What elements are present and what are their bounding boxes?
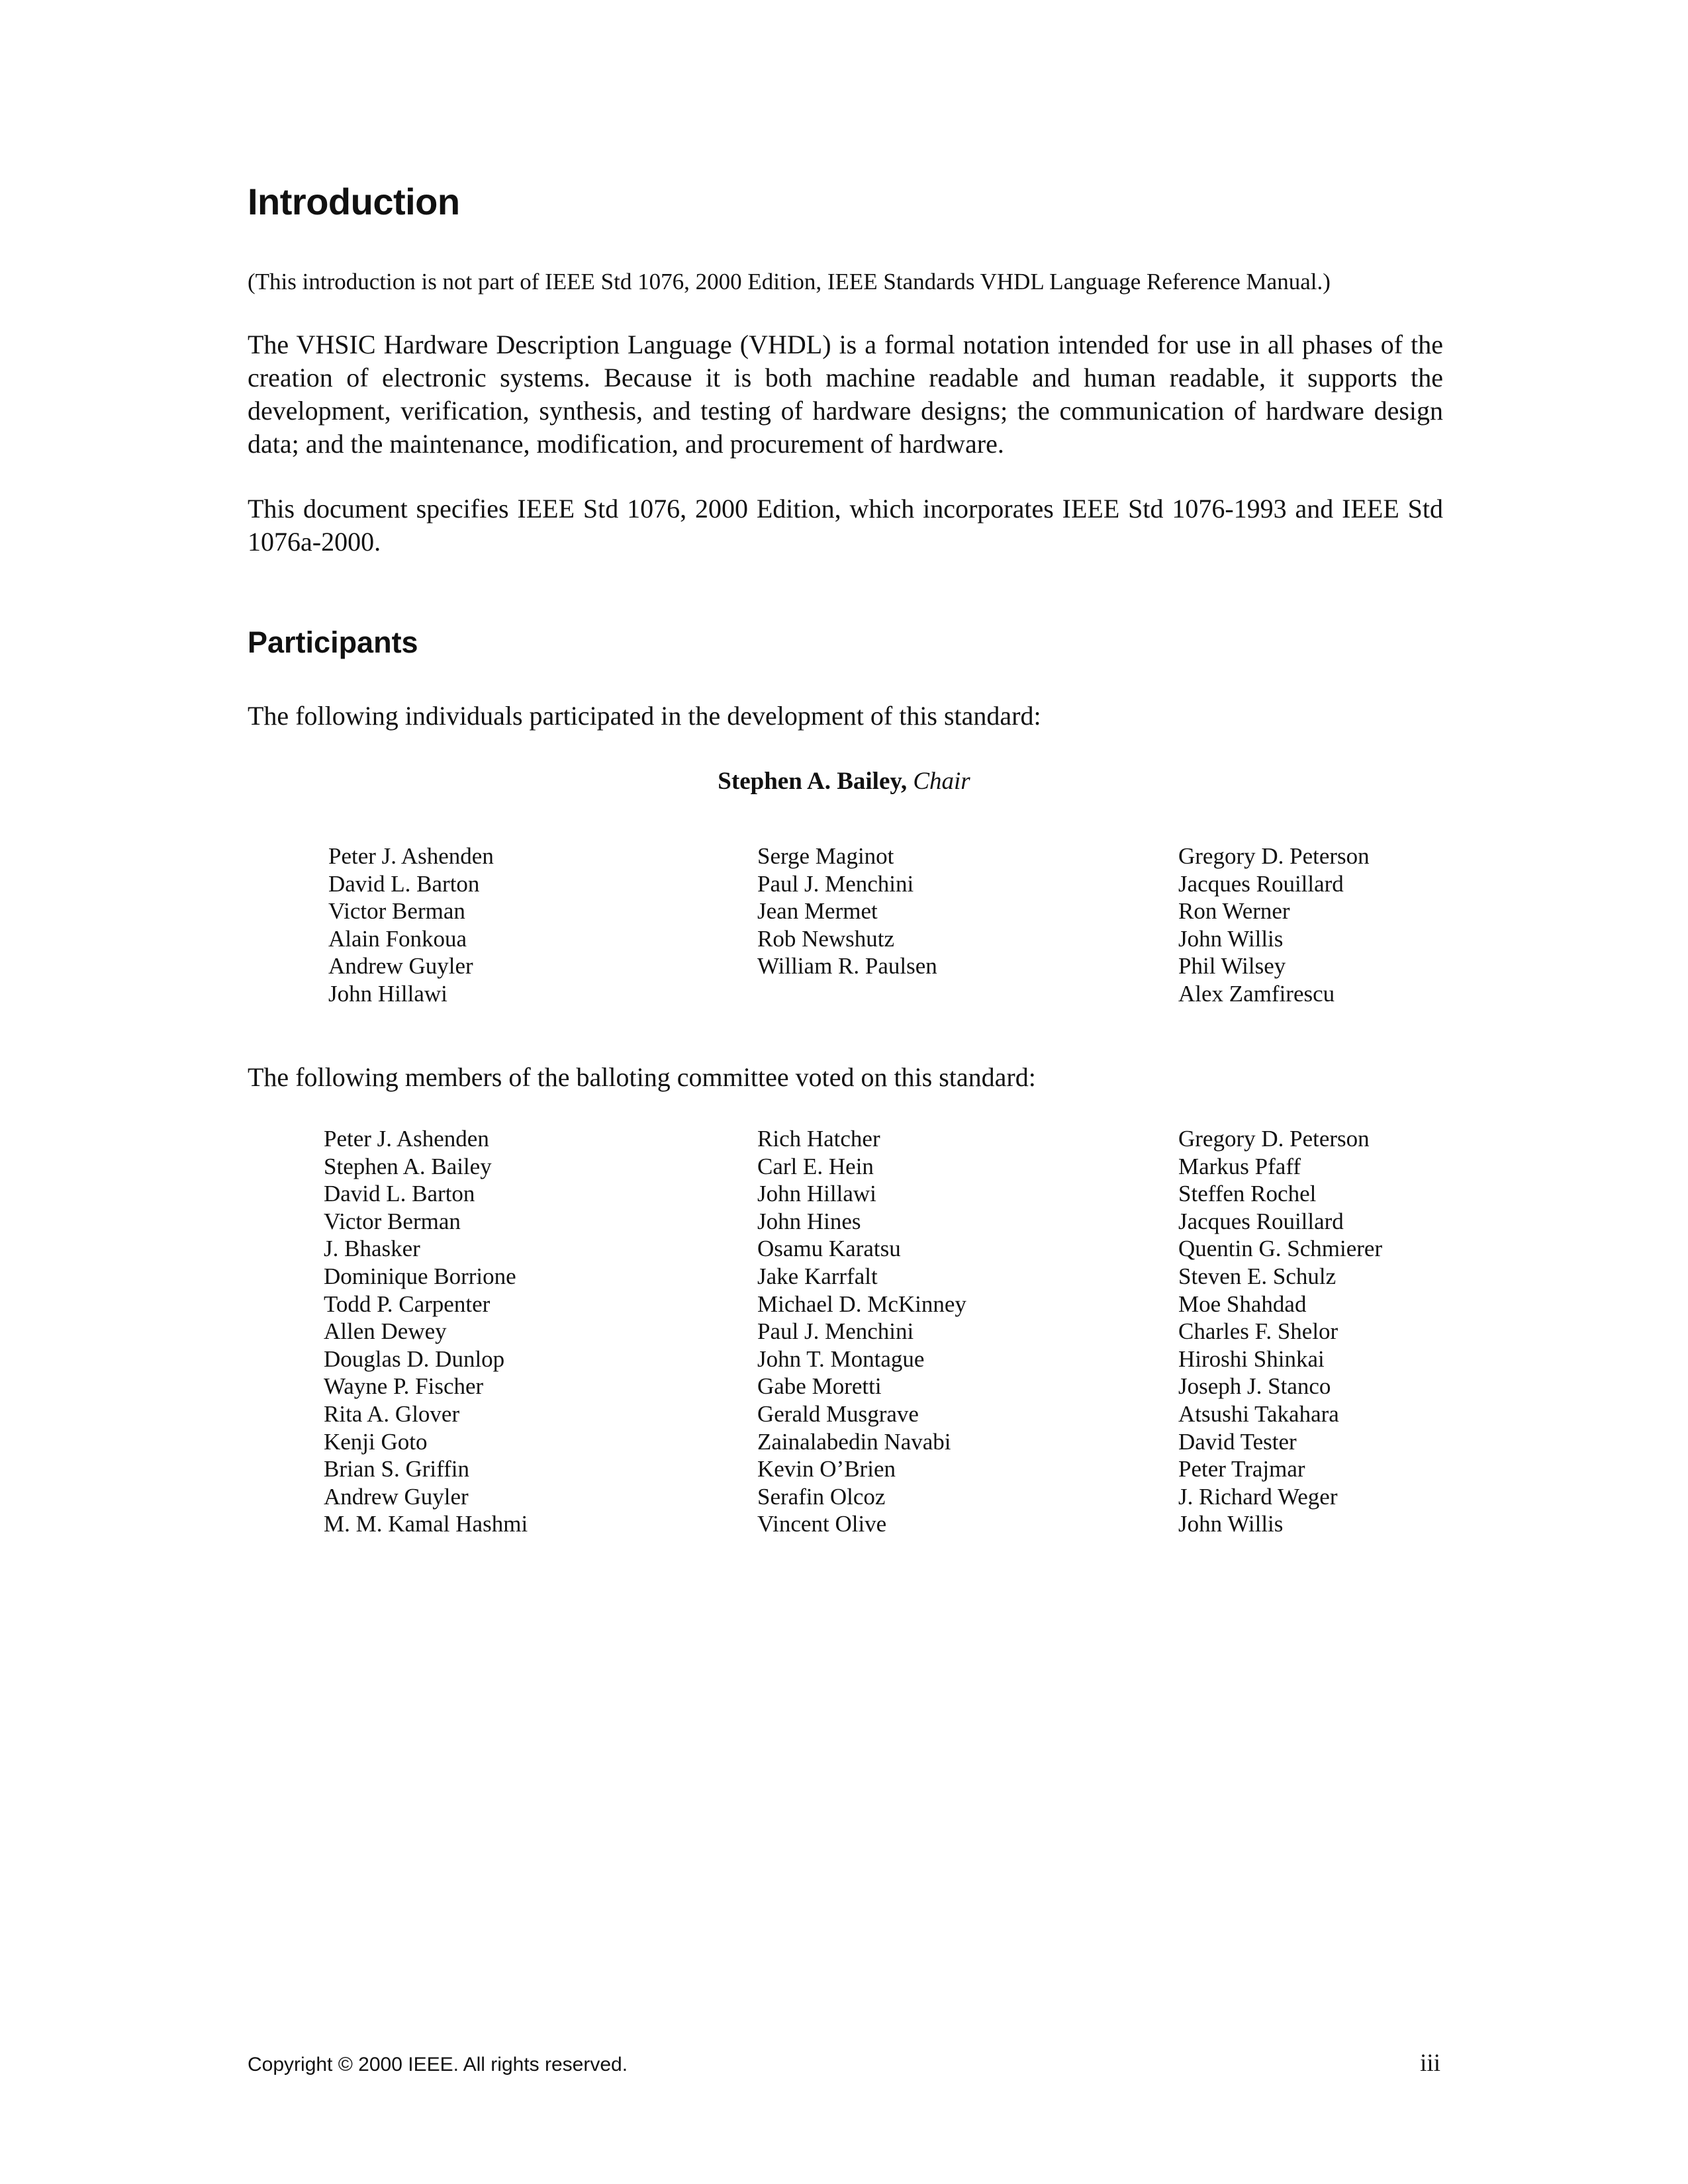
ballot-member-name: Zainalabedin Navabi — [757, 1428, 951, 1455]
ballot-column-1 — [324, 1125, 528, 1538]
ballot-member-name: Michael D. McKinney — [757, 1291, 966, 1317]
ballot-member-name: Paul J. Menchini — [757, 1318, 914, 1345]
ballot-member-name: Gerald Musgrave — [757, 1400, 919, 1427]
participant-name: Alex Zamfirescu — [1178, 980, 1335, 1007]
ballot-member-name: Joseph J. Stanco — [1178, 1373, 1331, 1400]
participants-column-1 — [328, 842, 494, 1008]
participant-name: Alain Fonkoua — [328, 925, 467, 952]
introduction-paragraph-2: This document specifies IEEE Std 1076, 2000 Edition, which incorporates IEEE Std 1076-1993 and IEEE Std 1076a-2000. — [248, 494, 1443, 557]
participant-name: Gregory D. Peterson — [1178, 843, 1370, 869]
ballot-member-name: Steffen Rochel — [1178, 1181, 1317, 1207]
ballot-member-name: Vincent Olive — [757, 1511, 887, 1537]
ballot-member-name: J. Richard Weger — [1178, 1483, 1338, 1510]
participants-heading: Participants — [248, 625, 418, 659]
ballot-member-name: Gabe Moretti — [757, 1373, 882, 1400]
ballot-member-name: Carl E. Hein — [757, 1153, 874, 1179]
ballot-member-name: Osamu Karatsu — [757, 1236, 901, 1262]
ballot-member-name: Peter Trajmar — [1178, 1456, 1305, 1482]
participant-name: David L. Barton — [328, 870, 480, 897]
participant-name: Peter J. Ashenden — [328, 843, 494, 869]
ballot-member-name: Charles F. Shelor — [1178, 1318, 1338, 1345]
ballot-lead: The following members of the balloting committee voted on this standard: — [248, 1062, 1036, 1092]
ballot-member-name: Wayne P. Fischer — [324, 1373, 484, 1400]
ballot-member-name: Dominique Borrione — [324, 1263, 516, 1289]
ballot-member-name: Atsushi Takahara — [1178, 1400, 1339, 1427]
footer-copyright: Copyright © 2000 IEEE. All rights reserved. — [248, 2054, 628, 2075]
ballot-member-name: Gregory D. Peterson — [1178, 1126, 1370, 1152]
participant-name: Serge Maginot — [757, 843, 894, 869]
ballot-member-name: Steven E. Schulz — [1178, 1263, 1336, 1289]
introduction-note: (This introduction is not part of IEEE Std 1076, 2000 Edition, IEEE Standards VHDL Language Reference Manual.) — [248, 269, 1331, 295]
chair-line — [0, 766, 1688, 797]
participant-name: Rob Newshutz — [757, 925, 895, 952]
ballot-member-name: John T. Montague — [757, 1345, 925, 1372]
participant-name: Paul J. Menchini — [757, 870, 914, 897]
ballot-member-name: Todd P. Carpenter — [324, 1291, 491, 1317]
ballot-member-name: Stephen A. Bailey — [324, 1153, 492, 1179]
introduction-heading: Introduction — [248, 181, 460, 222]
chair-role: Chair — [913, 768, 970, 795]
ballot-member-name: John Hines — [757, 1208, 861, 1234]
chair-name: Stephen A. Bailey, — [718, 768, 908, 795]
ballot-member-name: Rich Hatcher — [757, 1126, 880, 1152]
footer-page-number: iii — [1420, 2050, 1440, 2077]
ballot-member-name: Jacques Rouillard — [1178, 1208, 1344, 1234]
ballot-member-name: Serafin Olcoz — [757, 1483, 886, 1510]
ballot-member-name: Hiroshi Shinkai — [1178, 1345, 1325, 1372]
ballot-member-name: David L. Barton — [324, 1181, 475, 1207]
participants-column-2 — [757, 842, 937, 980]
ballot-member-name: Jake Karrfalt — [757, 1263, 878, 1289]
ballot-member-name: John Hillawi — [757, 1181, 876, 1207]
ballot-member-name: M. M. Kamal Hashmi — [324, 1511, 528, 1537]
ballot-member-name: Kenji Goto — [324, 1428, 428, 1455]
participant-name: Jean Mermet — [757, 898, 878, 925]
ballot-member-name: Andrew Guyler — [324, 1483, 469, 1510]
ballot-member-name: Victor Berman — [324, 1208, 461, 1234]
participant-name: Jacques Rouillard — [1178, 870, 1344, 897]
participant-name: John Hillawi — [328, 980, 447, 1007]
ballot-column-2 — [757, 1125, 966, 1538]
ballot-member-name: Douglas D. Dunlop — [324, 1345, 505, 1372]
participants-lead: The following individuals participated in the development of this standard: — [248, 701, 1041, 731]
ballot-member-name: Peter J. Ashenden — [324, 1126, 489, 1152]
participant-name: William R. Paulsen — [757, 953, 937, 979]
ballot-column-3 — [1178, 1125, 1382, 1538]
ballot-member-name: John Willis — [1178, 1511, 1284, 1537]
participant-name: Victor Berman — [328, 898, 465, 925]
ballot-member-name: David Tester — [1178, 1428, 1297, 1455]
participant-name: Phil Wilsey — [1178, 953, 1286, 979]
participant-name: John Willis — [1178, 925, 1284, 952]
participants-column-3 — [1178, 842, 1370, 1008]
ballot-member-name: Markus Pfaff — [1178, 1153, 1301, 1179]
ballot-member-name: Kevin O’Brien — [757, 1456, 896, 1482]
introduction-paragraph-1: The VHSIC Hardware Description Language (VHDL) is a formal notation intended for use in all phases of the creation of electronic systems. Because it is both machine readable and human readable, it supports the development, verification, synthesis, and testing of hardware designs; the communication of hardware design data; and the maintenance, modification, and procurement of hardware. — [248, 330, 1443, 459]
ballot-member-name: Allen Dewey — [324, 1318, 447, 1345]
ballot-member-name: Moe Shahdad — [1178, 1291, 1307, 1317]
participant-name: Andrew Guyler — [328, 953, 473, 979]
ballot-member-name: Brian S. Griffin — [324, 1456, 470, 1482]
ballot-member-name: Quentin G. Schmierer — [1178, 1236, 1383, 1262]
participant-name: Ron Werner — [1178, 898, 1290, 925]
ballot-member-name: Rita A. Glover — [324, 1400, 460, 1427]
ballot-member-name: J. Bhasker — [324, 1236, 420, 1262]
